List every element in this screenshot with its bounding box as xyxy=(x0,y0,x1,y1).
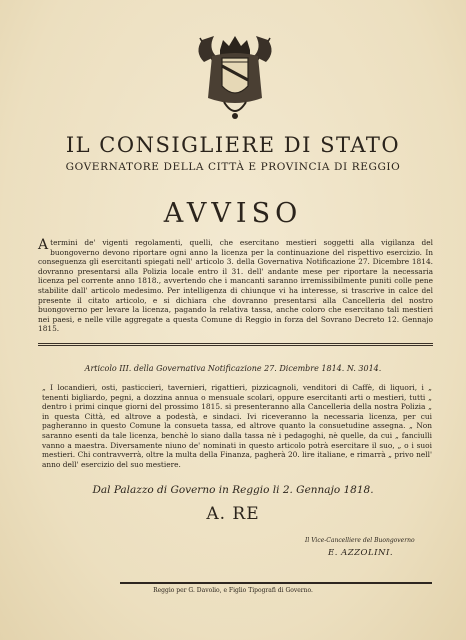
footer-divider xyxy=(120,582,432,584)
notice-dropcap: A xyxy=(38,237,49,253)
page-title: IL CONSIGLIERE DI STATO xyxy=(65,133,401,157)
printer-line: Reggio per G. Davolio, e Figlio Tipografi di Governo. xyxy=(153,587,313,594)
divider xyxy=(38,345,433,346)
notice-body xyxy=(38,238,433,334)
notice-heading: AVVISO xyxy=(163,198,303,229)
signer-name: A. RE xyxy=(206,504,260,524)
vice-chancellor-name: E. AZZOLINI. xyxy=(328,548,394,558)
divider xyxy=(38,343,433,344)
notice-body-text: termini de' vigenti regolamenti, quelli, che esercitano mestieri soggetti alla vigilanza del buongoverno devono riportare ogni anno la licenza per la continuazione del rispettivo esercizio. In conseguenza gli esercitanti spiegati nell' articolo 3. della Governativa Notificazione 27. Dicembre 1814. dovranno presentarsi alla Polizia locale entro il 31. dell' andante mese per riportare la necessaria licenza pel corrente anno 1818., avvertendo che i mancanti saranno irremissibilmente puniti colle pene stabilite dall' articolo medesimo. Per intelligenza di chiunque vi ha interesse, si trascrive in calce del presente il citato articolo, e si dichiara che dovranno presentarsi alla Cancelleria del nostro buongoverno per levare la licenza, pagando la relativa tassa, anche coloro che esercitano tali mestieri nei paesi, e nelle ville aggregate a questa Comune di Reggio in forza del Sovrano Decreto 12. Gennajo 1815. xyxy=(38,238,433,334)
coat-of-arms-icon xyxy=(190,28,280,124)
article-reference: Articolo III. della Governativa Notificazione 27. Dicembre 1814. N. 3014. xyxy=(84,364,382,373)
article-text: „ I locandieri, osti, pasticcieri, tavernieri, rigattieri, pizzicagnoli, venditori di Caffè, di liquori, i „ tenenti bigliardo, pegni, a dozzina annua o mensuale scolari, oppure esercitanti arti o mestieri, tutti „ dentro i primi cinque giorni del prossimo 1815. si presenteranno alla Cancelleria della nostra Polizia „ in questa Città, ed altrove a podestà, e sindaci. Ivi riceveranno la necessaria licenza, per cui pagheranno in questo Comune la consueta tassa, ed altrove quanto la consuetudine assegna. „ Non saranno esenti da tale licenza, benchè lo siano dalla tassa nè i pedagoghi, nè quelle, da cui „ fanciulli vanno a maestra. Diversamente niuno de' nominati in questo articolo potrà esercitare il suo, „ o i suoi mestieri. Chi contravverrà, oltre la multa della Finanza, pagherà 20. lire italiane, e rimarrà „ privo nell' anno dell' esercizio del suo mestiere. xyxy=(42,383,432,469)
vice-chancellor-title: Il Vice-Cancelliere del Buongoverno xyxy=(305,537,415,544)
place-date: Dal Palazzo di Governo in Reggio li 2. Gennajo 1818. xyxy=(92,484,374,496)
page-subtitle: GOVERNATORE DELLA CITTÀ E PROVINCIA DI REGGIO xyxy=(65,161,401,173)
